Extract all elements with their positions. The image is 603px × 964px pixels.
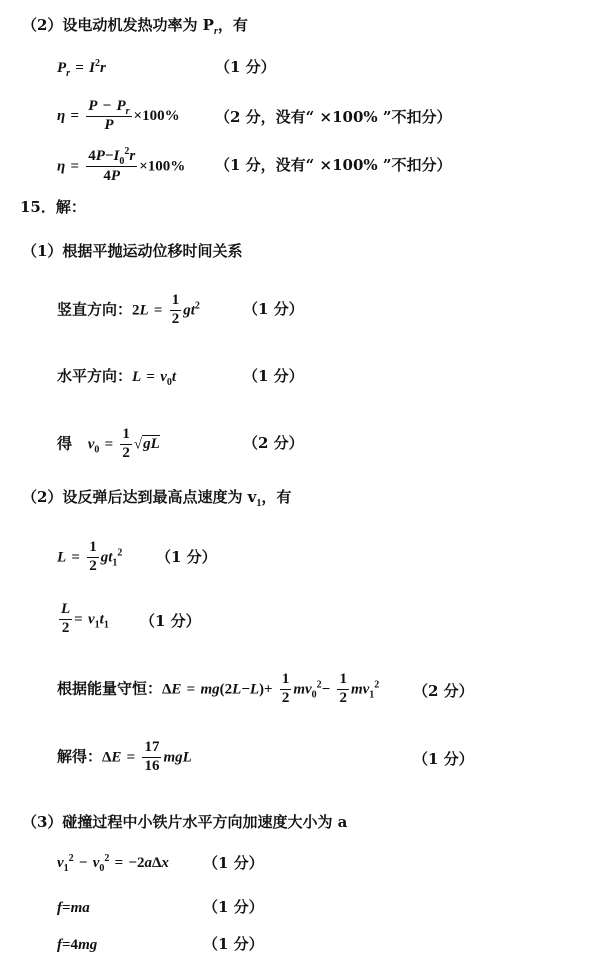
energy-score: （2 分） (413, 682, 474, 700)
eq-eta2-score: （1 分，没有“ ×100% ”不扣分） (215, 156, 452, 174)
energy-eq: 根据能量守恒：ΔE = mg(2L−L)+ $\frac{1}{2}$ $mv_0^2-$ $\frac{1}{2}$ $mv_1^2$ (57, 671, 380, 706)
q15-p1-heading: （1）根据平抛运动位移时间关系 (22, 242, 243, 260)
q15-p2-heading (22, 488, 292, 509)
p3-eq3: f=4mg (57, 937, 98, 953)
part2-heading-tail: ，有 (217, 16, 248, 34)
horizontal-eq: 水平方向：$L = v_0t$ (57, 367, 177, 388)
p2-eq2-score: （1 分） (140, 612, 201, 630)
q15-p3-heading (22, 815, 347, 830)
solve-label: 解得： (57, 747, 103, 766)
solve-score: （1 分） (413, 750, 474, 768)
horizontal-label: 水平方向： (57, 367, 133, 385)
p2-heading-sub: 1 (256, 498, 262, 509)
p2-eq1: L = $\frac{1}{2}$ $gt_1^2$ (57, 539, 123, 574)
vertical-score: （1 分） (243, 300, 304, 318)
result-score: （2 分） (243, 434, 304, 452)
eq-eta2: η = $\frac{4P-I_0^2r}{4P}$ ×100% (57, 146, 186, 184)
eq-pr: $P_r = I^2r$ (57, 58, 106, 79)
q15-number: 15．解： (20, 198, 86, 216)
p3-eq2: f=ma (57, 900, 90, 916)
p3-eq2-score: （1 分） (203, 898, 264, 916)
result-label: 得 (57, 434, 73, 453)
p3-eq3-score: （1 分） (203, 935, 264, 953)
energy-label: 根据能量守恒： (57, 679, 163, 698)
p2-eq1-score: （1 分） (156, 548, 217, 566)
part2-heading-sub: r (213, 26, 218, 37)
p3-eq1-score: （1 分） (203, 854, 264, 872)
part2-heading-text: （2）设电动机发热功率为 P (22, 16, 214, 34)
solve-eq: 解得：ΔE = $\frac{17}{16}$ mgL (57, 739, 192, 774)
horizontal-score: （1 分） (243, 367, 304, 385)
p3-heading-text: （3）碰撞过程中小铁片水平方向加速度大小为 a (22, 813, 348, 831)
vertical-eq: 竖直方向：2L = $\frac{1}{2}$ $gt^2$ (57, 292, 200, 327)
part2-heading (22, 16, 248, 37)
eq-pr-score: （1 分） (215, 58, 276, 76)
p2-heading-text: （2）设反弹后达到最高点速度为 v (22, 488, 257, 506)
p3-eq1: $v_1^2 - v_0^2 = -2a\Delta x$ (57, 853, 169, 874)
vertical-label: 竖直方向： (57, 300, 133, 319)
eq-eta1-score: （2 分，没有“ ×100% ”不扣分） (215, 108, 452, 126)
p2-heading-tail: ，有 (261, 488, 292, 506)
result-eq: 得 $v_0$ = $\frac{1}{2}$ √gL (57, 426, 160, 461)
eq-eta1: η = $\frac{P - P_r}{P}$ ×100% (57, 98, 180, 133)
p2-eq2: $\frac{L}{2}$ = $v_1t_1$ (61, 601, 109, 636)
